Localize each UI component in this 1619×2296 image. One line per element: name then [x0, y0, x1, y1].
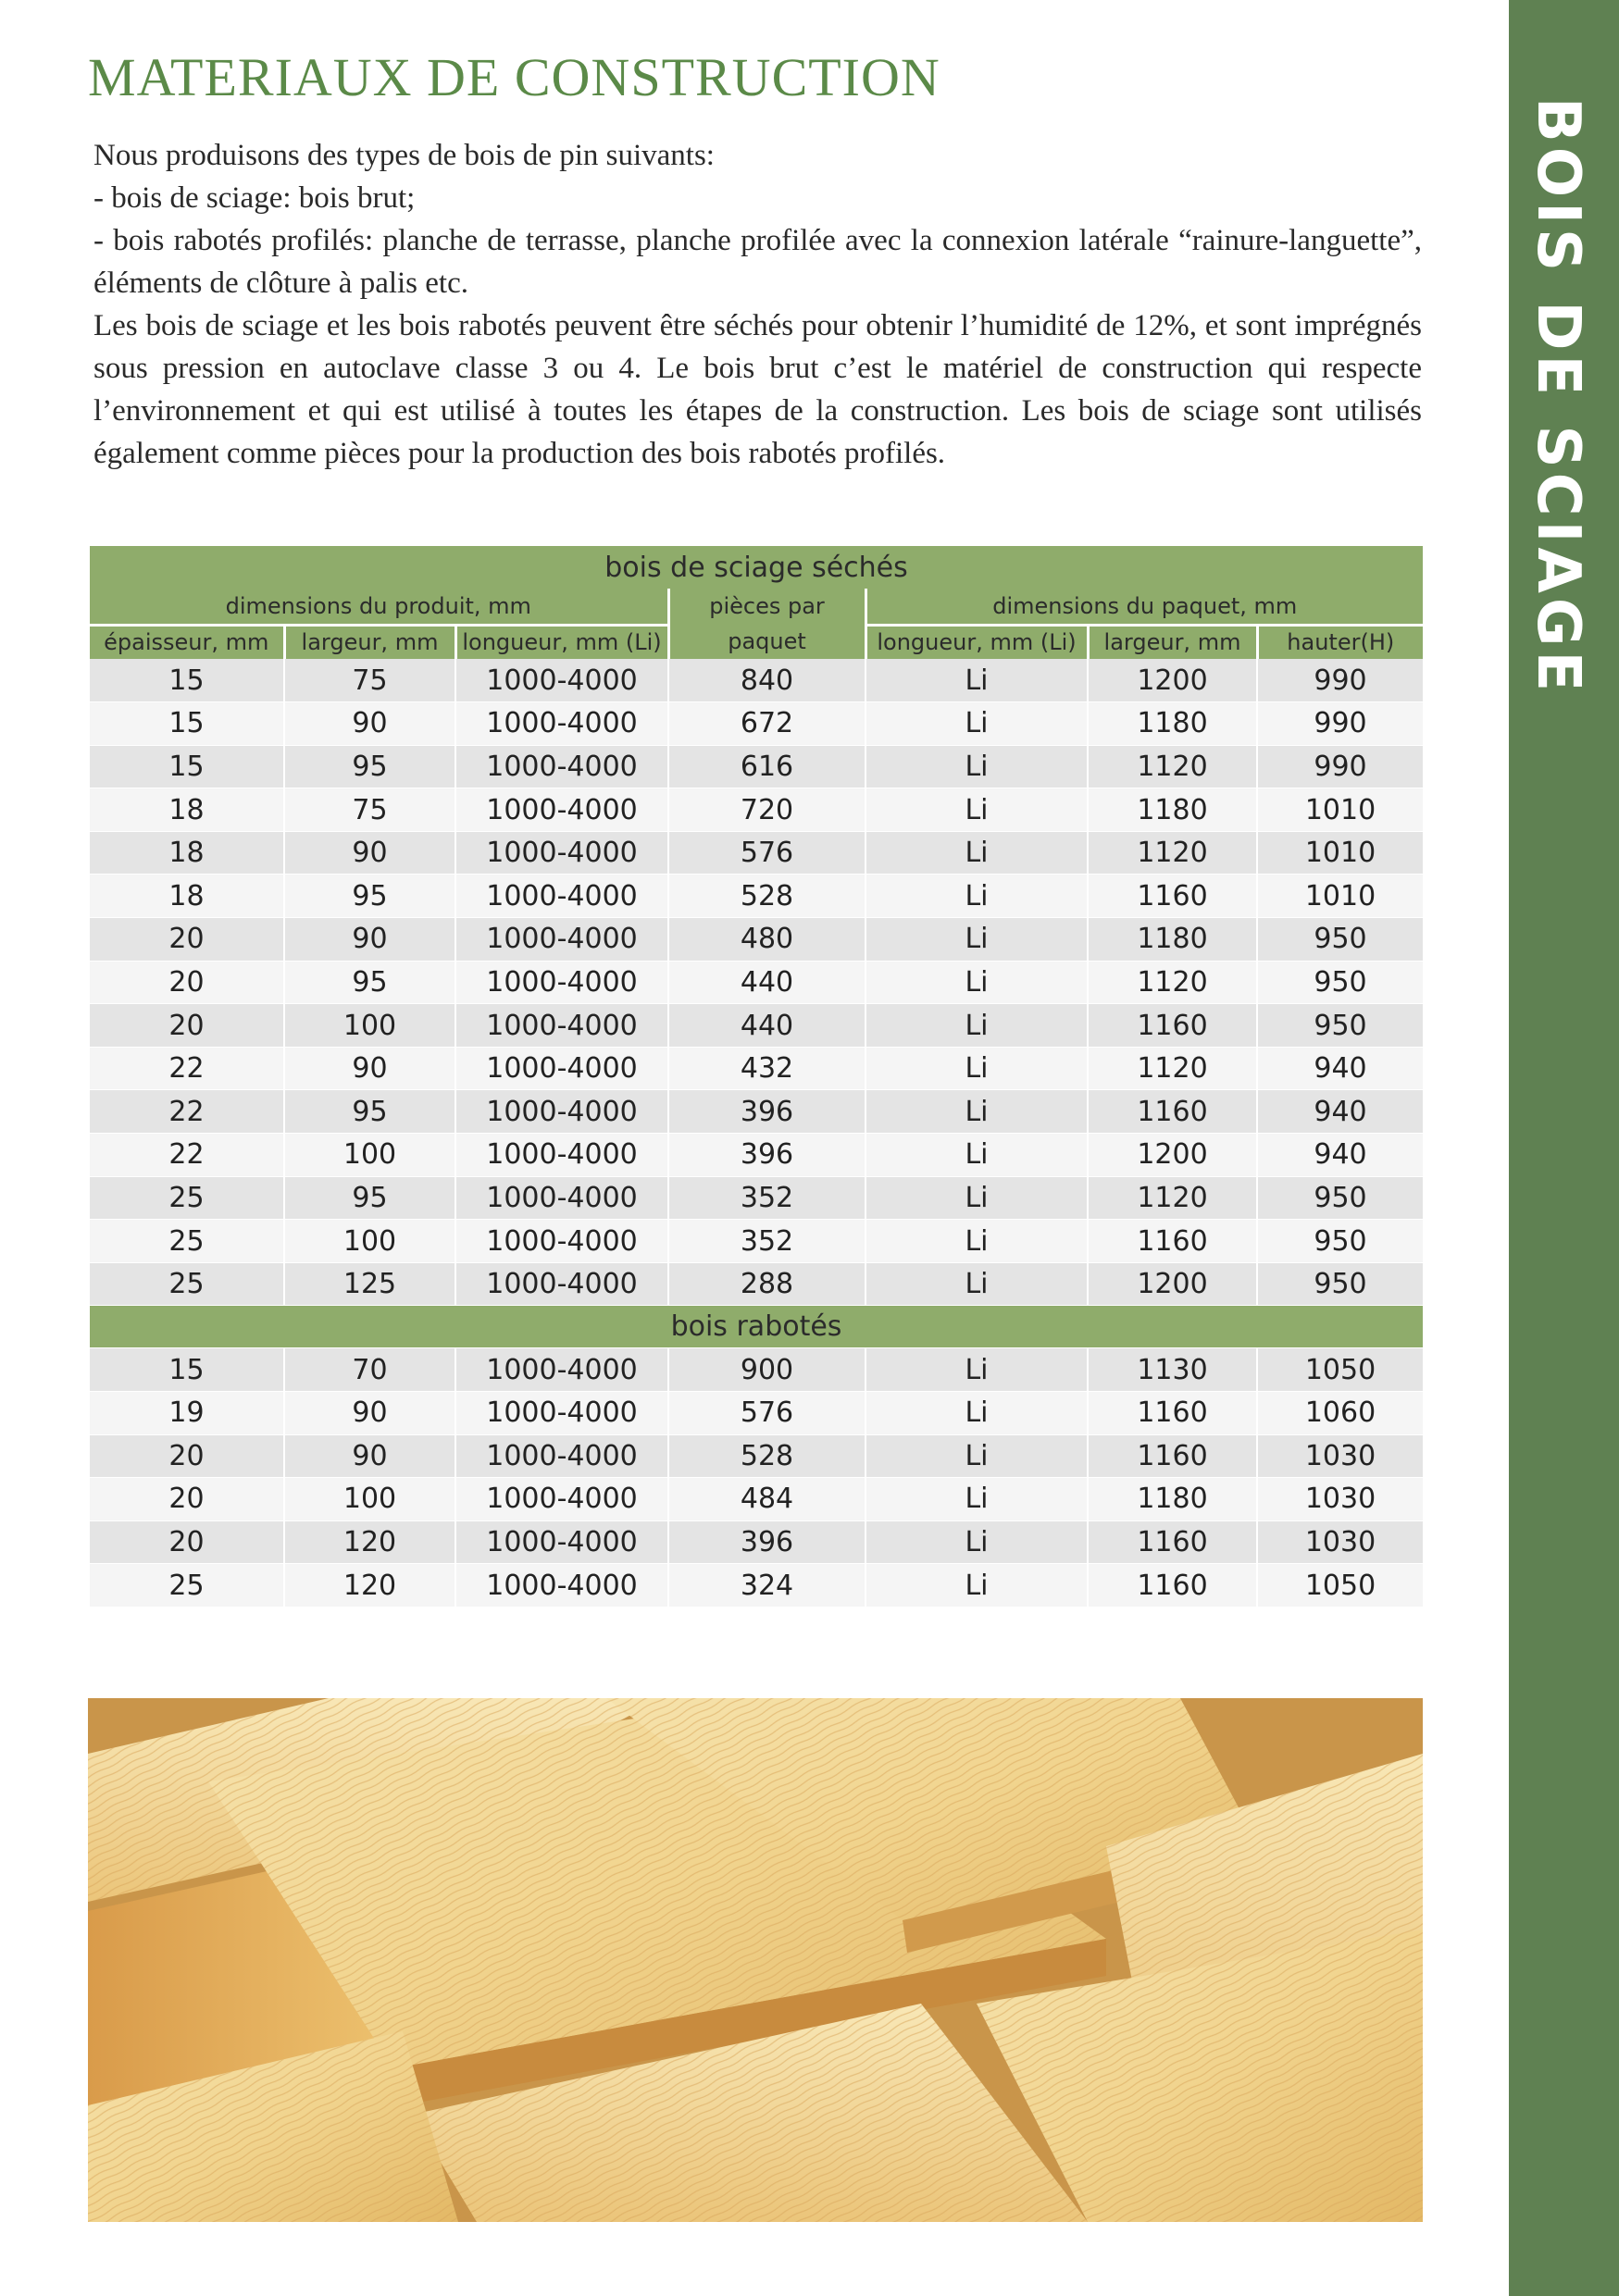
table-cell: 75 — [284, 659, 455, 702]
table-cell: 1160 — [1088, 1564, 1257, 1607]
table-cell: Li — [866, 831, 1088, 875]
table-cell: 1000-4000 — [455, 1392, 668, 1435]
table-cell: 672 — [668, 702, 866, 746]
table-cell: 20 — [90, 918, 284, 962]
table-cell: Li — [866, 659, 1088, 702]
table-cell: 1010 — [1257, 875, 1423, 918]
table-cell: 1000-4000 — [455, 702, 668, 746]
table-cell: 1180 — [1088, 702, 1257, 746]
table-cell: 1000-4000 — [455, 745, 668, 788]
table-cell: Li — [866, 1564, 1088, 1607]
table-cell: 100 — [284, 1220, 455, 1263]
table-cell: 396 — [668, 1520, 866, 1564]
table-cell: Li — [866, 788, 1088, 832]
table-cell: 1120 — [1088, 831, 1257, 875]
table-cell: Li — [866, 1220, 1088, 1263]
table-cell: 1160 — [1088, 1090, 1257, 1134]
table-cell: 352 — [668, 1220, 866, 1263]
table-cell: 950 — [1257, 1004, 1423, 1048]
table-cell: 440 — [668, 961, 866, 1004]
intro-text — [93, 134, 1422, 475]
table-cell: Li — [866, 918, 1088, 962]
table-cell: 25 — [90, 1262, 284, 1306]
table-cell: 1010 — [1257, 831, 1423, 875]
table-row — [90, 961, 1423, 1004]
table-cell: 90 — [284, 702, 455, 746]
table-cell: 1030 — [1257, 1434, 1423, 1478]
intro-line: - bois rabotés profilés: planche de terrasse, planche profilée avec la connexion latérale “rainure-languette”, éléments de clôture à palis etc. — [93, 224, 1422, 300]
table-cell: Li — [866, 1348, 1088, 1392]
lumber-table — [90, 546, 1423, 1607]
table-row — [90, 1090, 1423, 1134]
table-cell: 1180 — [1088, 1478, 1257, 1521]
table-cell: 95 — [284, 745, 455, 788]
table-cell: 25 — [90, 1176, 284, 1220]
table-cell: 15 — [90, 1348, 284, 1392]
table-cell: 1120 — [1088, 745, 1257, 788]
table-cell: 75 — [284, 788, 455, 832]
intro-line: Les bois de sciage et les bois rabotés peuvent être séchés pour obtenir l’humidité de 12%, et sont imprégnés sous pression en autoclave classe 3 ou 4. Le bois brut c’est le matériel de construction qui respecte l’environnement et qui est utilisé à toutes les étapes de la construction. Les bois de sciage sont utilisés également comme pièces pour la production des bois rabotés profilés. — [93, 309, 1422, 470]
table-cell: 1010 — [1257, 788, 1423, 832]
lumber-photo — [88, 1698, 1423, 2222]
pieces-label: pièces par paquet — [709, 593, 825, 654]
table-cell: 1160 — [1088, 1220, 1257, 1263]
table-cell: 528 — [668, 1434, 866, 1478]
table-cell: 1000-4000 — [455, 1176, 668, 1220]
section-title: bois rabotés — [90, 1306, 1423, 1348]
table-cell: 19 — [90, 1392, 284, 1435]
table-cell: Li — [866, 961, 1088, 1004]
table-cell: Li — [866, 1047, 1088, 1090]
table-cell: 25 — [90, 1564, 284, 1607]
table-cell: 1160 — [1088, 875, 1257, 918]
table-cell: 20 — [90, 961, 284, 1004]
column-header: hauter(H) — [1257, 625, 1423, 659]
group-header-product: dimensions du produit, mm — [90, 589, 668, 625]
intro-line: Nous produisons des types de bois de pin suivants: — [93, 139, 715, 172]
table-cell: 90 — [284, 1434, 455, 1478]
table-cell: Li — [866, 1478, 1088, 1521]
table-cell: 20 — [90, 1434, 284, 1478]
table-cell: Li — [866, 1520, 1088, 1564]
table-row — [90, 1262, 1423, 1306]
table-cell: 396 — [668, 1090, 866, 1134]
table-cell: 70 — [284, 1348, 455, 1392]
table-cell: 20 — [90, 1478, 284, 1521]
table-cell: 1180 — [1088, 788, 1257, 832]
table-row — [90, 1348, 1423, 1392]
table-row — [90, 1220, 1423, 1263]
table-cell: 95 — [284, 1176, 455, 1220]
table-row — [90, 1176, 1423, 1220]
table-body — [90, 659, 1423, 1607]
table-cell: 22 — [90, 1134, 284, 1177]
table-cell: 1000-4000 — [455, 1134, 668, 1177]
table-row — [90, 831, 1423, 875]
table-cell: 440 — [668, 1004, 866, 1048]
table-cell: 950 — [1257, 1176, 1423, 1220]
table-cell: 480 — [668, 918, 866, 962]
table-cell: Li — [866, 1434, 1088, 1478]
group-header-package: dimensions du paquet, mm — [866, 589, 1423, 625]
table-cell: 950 — [1257, 1262, 1423, 1306]
table-cell: 940 — [1257, 1047, 1423, 1090]
table-cell: 1120 — [1088, 1047, 1257, 1090]
table-row — [90, 702, 1423, 746]
table-cell: 90 — [284, 918, 455, 962]
table-row — [90, 788, 1423, 832]
table-cell: 100 — [284, 1004, 455, 1048]
table-row — [90, 659, 1423, 702]
table-cell: 125 — [284, 1262, 455, 1306]
table-cell: 1030 — [1257, 1520, 1423, 1564]
table-cell: 990 — [1257, 745, 1423, 788]
table-cell: 1180 — [1088, 918, 1257, 962]
table-cell: 1000-4000 — [455, 831, 668, 875]
table-cell: 990 — [1257, 702, 1423, 746]
table-cell: Li — [866, 745, 1088, 788]
table-cell: 1000-4000 — [455, 1090, 668, 1134]
table-cell: Li — [866, 1090, 1088, 1134]
column-header: largeur, mm — [284, 625, 455, 659]
table-cell: 528 — [668, 875, 866, 918]
column-header: longueur, mm (Li) — [455, 625, 668, 659]
table-cell: 1160 — [1088, 1520, 1257, 1564]
table-cell: 576 — [668, 1392, 866, 1435]
table-cell: 18 — [90, 788, 284, 832]
table-cell: 95 — [284, 1090, 455, 1134]
table-cell: 120 — [284, 1520, 455, 1564]
table-cell: 396 — [668, 1134, 866, 1177]
table-cell: 1160 — [1088, 1004, 1257, 1048]
table-cell: 15 — [90, 659, 284, 702]
table-cell: Li — [866, 1392, 1088, 1435]
section-header-row — [90, 1306, 1423, 1348]
table-cell: 352 — [668, 1176, 866, 1220]
table-cell: 95 — [284, 875, 455, 918]
table-cell: 1000-4000 — [455, 918, 668, 962]
table-cell: 1000-4000 — [455, 659, 668, 702]
table-cell: 1000-4000 — [455, 1262, 668, 1306]
table-cell: 1000-4000 — [455, 875, 668, 918]
table-row — [90, 1564, 1423, 1607]
table-cell: 940 — [1257, 1090, 1423, 1134]
table-cell: 900 — [668, 1348, 866, 1392]
table-cell: 950 — [1257, 961, 1423, 1004]
table-row — [90, 745, 1423, 788]
table-cell: 950 — [1257, 918, 1423, 962]
table-cell: 1000-4000 — [455, 1434, 668, 1478]
table-row — [90, 918, 1423, 962]
table-cell: 18 — [90, 831, 284, 875]
group-header-pieces — [668, 589, 866, 659]
table-cell: Li — [866, 702, 1088, 746]
table-cell: 940 — [1257, 1134, 1423, 1177]
table-cell: 1000-4000 — [455, 1004, 668, 1048]
table-cell: 15 — [90, 702, 284, 746]
table-cell: 1160 — [1088, 1434, 1257, 1478]
table-cell: 616 — [668, 745, 866, 788]
table-cell: 324 — [668, 1564, 866, 1607]
table-cell: 1200 — [1088, 1134, 1257, 1177]
table-cell: 1000-4000 — [455, 1047, 668, 1090]
table-cell: 90 — [284, 831, 455, 875]
table-cell: 432 — [668, 1047, 866, 1090]
table-cell: 1060 — [1257, 1392, 1423, 1435]
table-cell: 95 — [284, 961, 455, 1004]
table-cell: 1000-4000 — [455, 1520, 668, 1564]
table-cell: 120 — [284, 1564, 455, 1607]
table-cell: 1000-4000 — [455, 1348, 668, 1392]
table-row — [90, 1520, 1423, 1564]
table-cell: 1000-4000 — [455, 1564, 668, 1607]
table-cell: 1200 — [1088, 1262, 1257, 1306]
table-cell: 1050 — [1257, 1348, 1423, 1392]
table-cell: 1000-4000 — [455, 1478, 668, 1521]
column-header: longueur, mm (Li) — [866, 625, 1088, 659]
column-header: largeur, mm — [1088, 625, 1257, 659]
table-cell: 484 — [668, 1478, 866, 1521]
table-cell: 22 — [90, 1047, 284, 1090]
table-cell: Li — [866, 875, 1088, 918]
table-cell: 1030 — [1257, 1478, 1423, 1521]
table-cell: 20 — [90, 1520, 284, 1564]
table-cell: Li — [866, 1004, 1088, 1048]
table-row — [90, 1478, 1423, 1521]
table-cell: 1120 — [1088, 1176, 1257, 1220]
table-cell: 1000-4000 — [455, 788, 668, 832]
table-cell: 720 — [668, 788, 866, 832]
table-cell: 1000-4000 — [455, 961, 668, 1004]
intro-line: - bois de sciage: bois brut; — [93, 181, 416, 215]
table-cell: 1120 — [1088, 961, 1257, 1004]
table-row — [90, 1392, 1423, 1435]
table-cell: 1130 — [1088, 1348, 1257, 1392]
table-cell: 1160 — [1088, 1392, 1257, 1435]
table-cell: 288 — [668, 1262, 866, 1306]
table-cell: 90 — [284, 1047, 455, 1090]
table-cell: 1050 — [1257, 1564, 1423, 1607]
table-row — [90, 1134, 1423, 1177]
table-cell: 90 — [284, 1392, 455, 1435]
table-cell: 22 — [90, 1090, 284, 1134]
table-cell: 840 — [668, 659, 866, 702]
table-cell: 1200 — [1088, 659, 1257, 702]
table-row — [90, 1047, 1423, 1090]
table-cell: 1000-4000 — [455, 1220, 668, 1263]
table-cell: 20 — [90, 1004, 284, 1048]
table-cell: Li — [866, 1262, 1088, 1306]
table-cell: 990 — [1257, 659, 1423, 702]
table-cell: 18 — [90, 875, 284, 918]
table-cell: 25 — [90, 1220, 284, 1263]
table-row — [90, 1434, 1423, 1478]
side-title: BOIS DE SCIAGE — [1524, 97, 1592, 697]
table-row — [90, 1004, 1423, 1048]
table-title: bois de sciage séchés — [90, 546, 1423, 589]
table-cell: 100 — [284, 1478, 455, 1521]
table-cell: 15 — [90, 745, 284, 788]
table-cell: 100 — [284, 1134, 455, 1177]
table-row — [90, 875, 1423, 918]
table-cell: Li — [866, 1176, 1088, 1220]
table-cell: 576 — [668, 831, 866, 875]
table-cell: 950 — [1257, 1220, 1423, 1263]
page-title: MATERIAUX DE CONSTRUCTION — [88, 47, 940, 107]
column-header: épaisseur, mm — [90, 625, 284, 659]
table-cell: Li — [866, 1134, 1088, 1177]
